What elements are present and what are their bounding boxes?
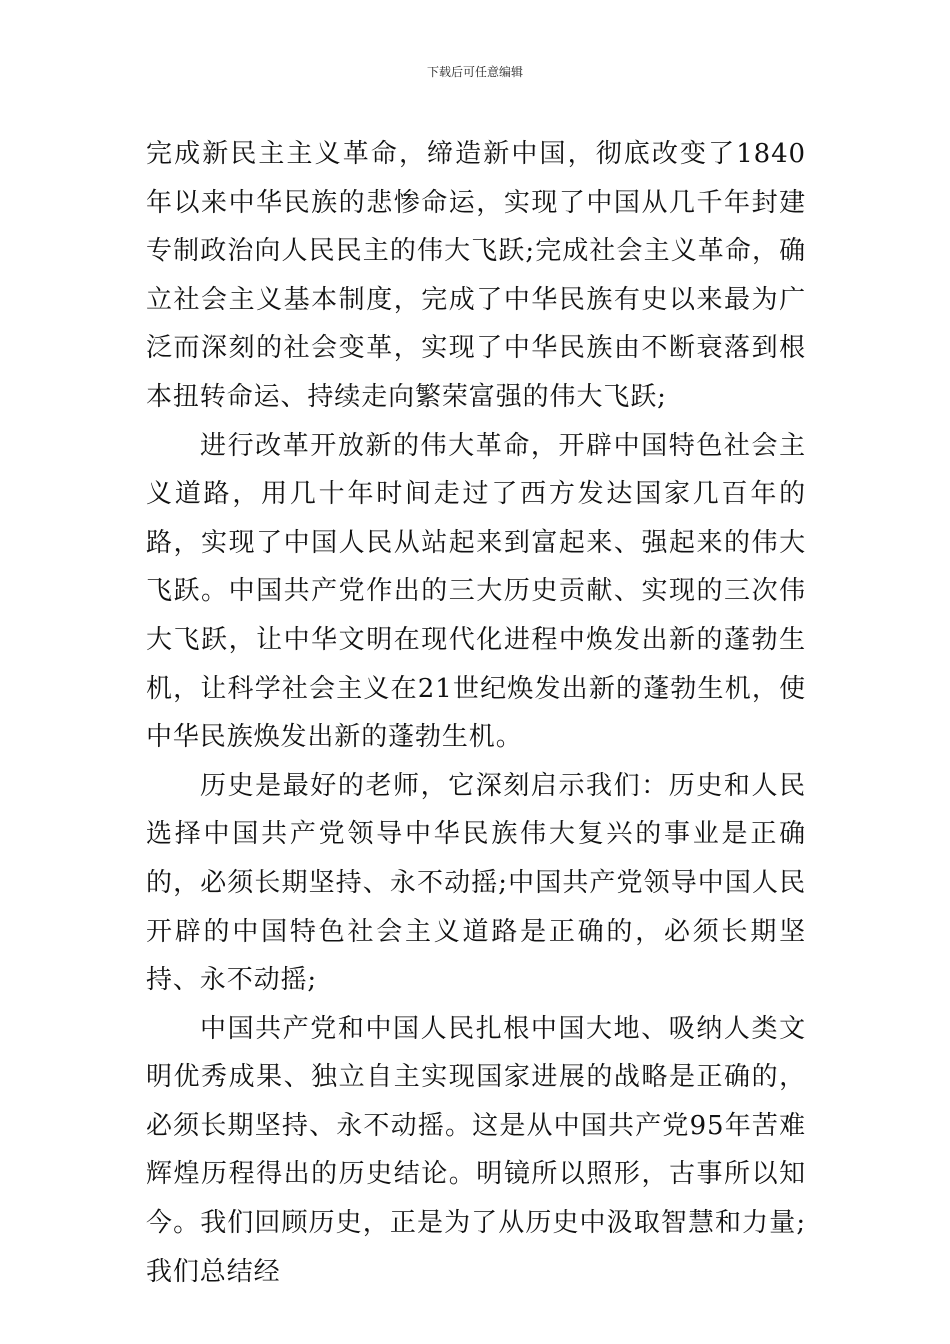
page-header xyxy=(0,64,950,80)
header-note: 下载后可任意编辑 xyxy=(426,65,523,79)
paragraph-1: 完成新民主主义革命，缔造新中国，彻底改变了1840年以来中华民族的悲惨命运，实现了中国从几千年封建专制政治向人民民主的伟大飞跃;完成社会主义革命，确立社会主义基本制度，完成了中华民族有史以来最为广泛而深刻的社会变革，实现了中华民族由不断衰落到根本扭转命运、持续走向繁荣富强的伟大飞跃; xyxy=(146,139,806,412)
paragraph-4: 中国共产党和中国人民扎根中国大地、吸纳人类文明优秀成果、独立自主实现国家进展的战略是正确的，必须长期坚持、永不动摇。这是从中国共产党95年苦难辉煌历程得出的历史结论。明镜所以照形，古事所以知今。我们回顾历史，正是为了从历史中汲取智慧和力量;我们总结经 xyxy=(146,1013,806,1287)
paragraph-2: 进行改革开放新的伟大革命，开辟中国特色社会主义道路，用几十年时间走过了西方发达国家几百年的路，实现了中国人民从站起来到富起来、强起来的伟大飞跃。中国共产党作出的三大历史贡献、实现的三次伟大飞跃，让中华文明在现代化进程中焕发出新的蓬勃生机，让科学社会主义在21世纪焕发出新的蓬勃生机，使中华民族焕发出新的蓬勃生机。 xyxy=(146,430,806,753)
paragraph-3: 历史是最好的老师，它深刻启示我们：历史和人民选择中国共产党领导中华民族伟大复兴的事业是正确的，必须长期坚持、永不动摇;中国共产党领导中国人民开辟的中国特色社会主义道路是正确的，必须长期坚持、永不动摇; xyxy=(146,770,806,996)
document-body xyxy=(146,130,806,1296)
